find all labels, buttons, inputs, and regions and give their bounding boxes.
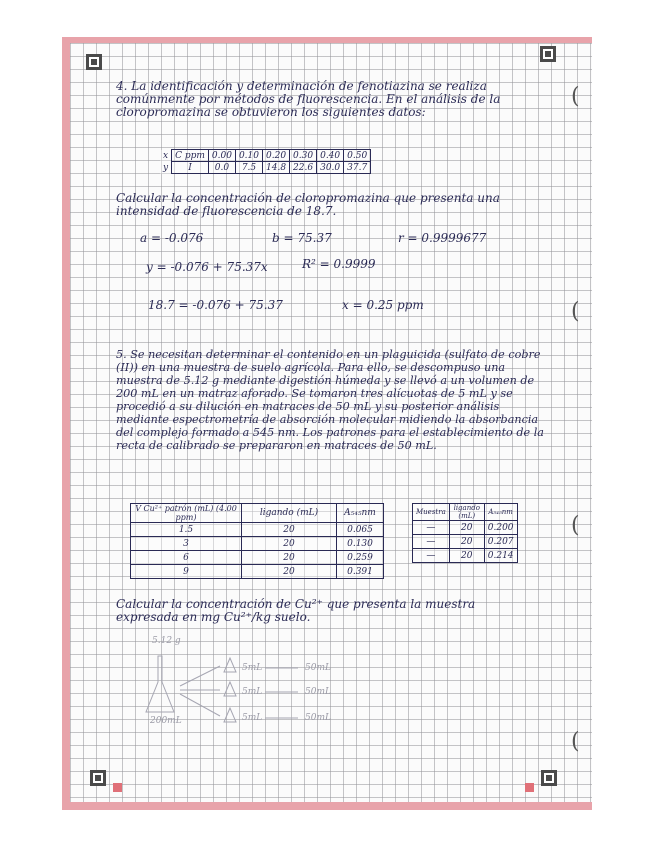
problem4-data-table — [160, 149, 371, 174]
top-right-corner-marker-icon — [540, 46, 556, 62]
table-row — [160, 150, 371, 162]
standards-table — [130, 503, 384, 579]
table-header-cell: A₅₄₅nm — [484, 504, 517, 521]
sketch-aliquot-label: 5mL — [242, 663, 263, 673]
intercept-value: a = -0.076 — [140, 231, 204, 245]
table-row — [131, 551, 384, 565]
sketch-aliquot-label: 5mL — [242, 687, 263, 697]
flask-outline-icon — [146, 656, 174, 712]
table-cell: 9 — [131, 565, 242, 579]
table-row — [413, 549, 518, 563]
result-value: x = 0.25 ppm — [342, 298, 424, 312]
table-header-cell: ligando (mL) — [242, 504, 337, 523]
aliquot-flask-1-icon — [224, 658, 236, 672]
table-row — [413, 504, 518, 521]
table-cell: 0.20 — [263, 150, 290, 162]
table-header-cell: C ppm — [172, 150, 209, 162]
table-cell: 0.50 — [344, 150, 371, 162]
aliquot-flask-2-icon — [224, 682, 236, 696]
table-header-cell: I — [172, 162, 209, 174]
table-row — [131, 565, 384, 579]
regression-equation: y = -0.076 + 75.37x — [146, 260, 268, 274]
sketch-dilution-label: 50mL — [305, 687, 331, 697]
table-cell: 0.40 — [317, 150, 344, 162]
table-cell: 20 — [449, 521, 484, 535]
sketch-mass-label: 5.12 g — [152, 636, 181, 646]
table-row — [131, 504, 384, 523]
table-row — [413, 535, 518, 549]
table-cell: — — [413, 549, 450, 563]
bottom-left-corner-marker-icon — [90, 770, 106, 786]
table-header-cell: ligando (mL) — [449, 504, 484, 521]
bottom-right-pink-marker-icon — [525, 783, 534, 792]
sketch-dilution-label: 50mL — [305, 713, 331, 723]
table-cell: 20 — [242, 565, 337, 579]
table-cell: 22.6 — [290, 162, 317, 174]
substitution-equation: 18.7 = -0.076 + 75.37 — [148, 298, 283, 312]
sketch-aliquot-label: 5mL — [242, 713, 263, 723]
problem5-statement: 5. Se necesitan determinar el contenido en un plaguicida (sulfato de cobre (II)) en una muestra de suelo agrícola. Para ello, se descompuso una muestra de 5.12 g mediante digestión húmeda y se llevó a un volumen de 200 mL en un matraz aforado. Se tomaron tres alícuotas de 5 mL y se procedió a su dilución en matraces de 50 mL y su posterior análisis mediante espectrometría de absorción molecular midiendo la absorbancia del complejo formado a 545 nm. Los patrones para el establecimiento de la recta de calibrado se prepararon en matraces de 50 mL. — [116, 348, 548, 452]
table-row — [413, 521, 518, 535]
arrow-icon — [180, 666, 220, 686]
table-row — [131, 537, 384, 551]
table-row — [131, 523, 384, 537]
slope-value: b = 75.37 — [272, 231, 332, 245]
problem4-statement: 4. La identificación y determinación de fenotiazina se realiza comúnmente por métodos de fluorescencia. En el análisis de la cloropromazina se obtuvieron los siguientes datos: — [116, 79, 505, 119]
table-cell: 0.200 — [484, 521, 517, 535]
table-row — [160, 162, 371, 174]
top-left-corner-marker-icon — [86, 54, 102, 70]
table-cell: 0.259 — [337, 551, 384, 565]
table-cell: 6 — [131, 551, 242, 565]
table-cell: 20 — [449, 549, 484, 563]
table-cell: 20 — [242, 523, 337, 537]
problem4-question: Calcular la concentración de cloropromazina que presenta una intensidad de fluorescencia de 18.7. — [116, 191, 504, 218]
sample-table — [412, 503, 518, 563]
table-cell: 0.214 — [484, 549, 517, 563]
binder-ring-icon: ( — [571, 84, 580, 109]
table-cell: — — [413, 535, 450, 549]
table-cell: 0.065 — [337, 523, 384, 537]
table-header-cell: V Cu²⁺ patrón (mL) (4.00 ppm) — [131, 504, 242, 523]
table-cell: 20 — [242, 537, 337, 551]
table-cell: 3 — [131, 537, 242, 551]
sketch-dilution-label: 50mL — [305, 663, 331, 673]
problem5-question: Calcular la concentración de Cu²⁺ que presenta la muestra expresada en mg Cu²⁺/kg suelo. — [116, 597, 480, 624]
bottom-left-pink-marker-icon — [113, 783, 122, 792]
table-cell: 37.7 — [344, 162, 371, 174]
table-cell: 1.5 — [131, 523, 242, 537]
table-cell: 0.10 — [235, 150, 262, 162]
table-cell: 14.8 — [263, 162, 290, 174]
row-label: y — [160, 162, 172, 174]
table-header-cell: Muestra — [413, 504, 450, 521]
table-cell: 20 — [449, 535, 484, 549]
row-label: x — [160, 150, 172, 162]
table-cell: 0.30 — [290, 150, 317, 162]
table-cell: 20 — [242, 551, 337, 565]
table-cell: 0.130 — [337, 537, 384, 551]
table-cell: 0.0 — [208, 162, 235, 174]
binder-ring-icon: ( — [571, 729, 580, 754]
sketch-flask-label: 200mL — [150, 716, 182, 726]
table-cell: 0.391 — [337, 565, 384, 579]
aliquot-flask-3-icon — [224, 708, 236, 722]
table-cell: 30.0 — [317, 162, 344, 174]
table-cell: 0.207 — [484, 535, 517, 549]
table-cell: — — [413, 521, 450, 535]
correlation-value: r = 0.9999677 — [398, 231, 487, 245]
binder-ring-icon: ( — [571, 513, 580, 538]
table-cell: 0.00 — [208, 150, 235, 162]
binder-ring-icon: ( — [571, 299, 580, 324]
table-header-cell: A₅₄₅nm — [337, 504, 384, 523]
arrow-icon — [180, 694, 220, 716]
table-cell: 7.5 — [235, 162, 262, 174]
bottom-right-corner-marker-icon — [541, 770, 557, 786]
r-squared-value: R² = 0.9999 — [302, 257, 376, 271]
